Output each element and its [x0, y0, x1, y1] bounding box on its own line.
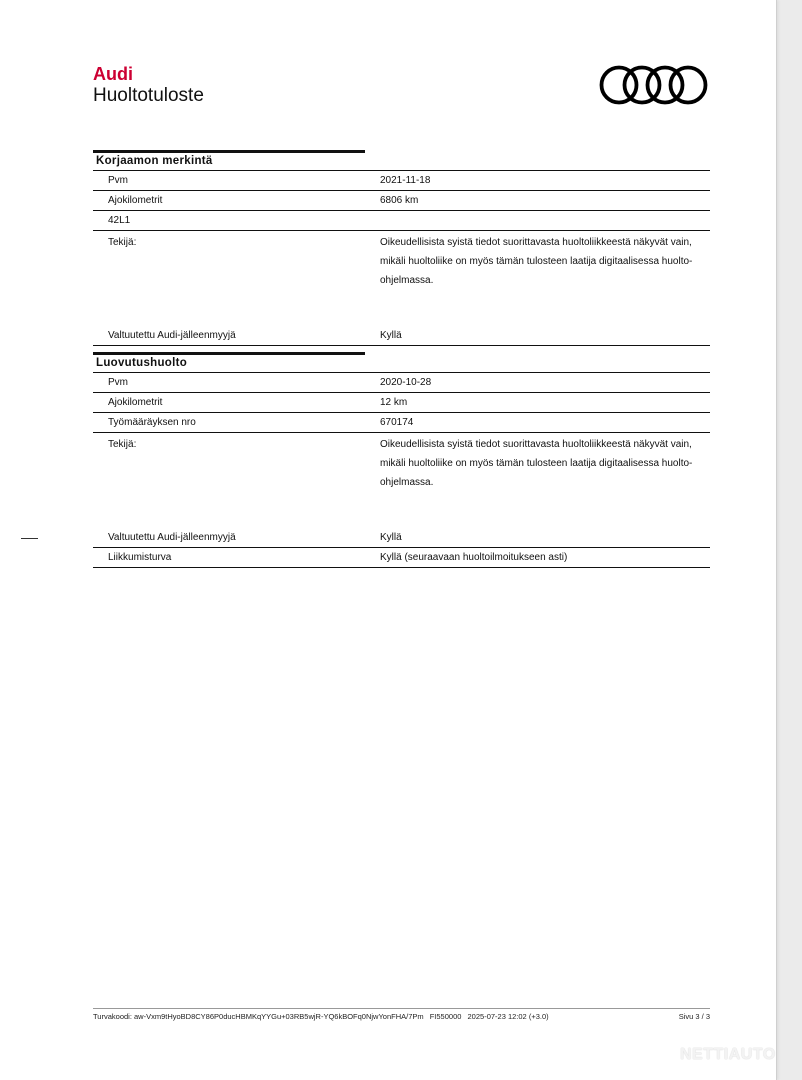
section-title: Korjaamon merkintä — [93, 153, 710, 171]
table-row — [93, 326, 710, 346]
print-timestamp: 2025-07-23 12:02 (+3.0) — [467, 1012, 549, 1021]
footer-left — [93, 1012, 553, 1021]
dealer-code: FI550000 — [429, 1012, 462, 1021]
section-workshop-entry — [93, 150, 710, 346]
table-row — [93, 548, 710, 568]
row-label: Ajokilometrit — [108, 195, 163, 206]
row-label: Tekijä: — [108, 237, 137, 248]
table-row — [93, 433, 710, 528]
row-label: Tekijä: — [108, 439, 137, 450]
table-row — [93, 191, 710, 211]
table-row — [93, 211, 710, 231]
row-value: Oikeudellisista syistä tiedot suorittavasta huoltoliikkeestä näkyvät vain, mikäli huoltoliike on myös tämän tulosteen laatija digitaalisessa huolto-ohjelmassa. — [380, 237, 693, 286]
table-row — [93, 373, 710, 393]
document-title: Huoltotuloste — [93, 85, 204, 106]
watermark: NETTIAUTO — [680, 1046, 776, 1063]
row-label: Pvm — [108, 377, 128, 388]
row-label: Työmääräyksen nro — [108, 417, 196, 428]
ring-4 — [671, 68, 706, 103]
page-footer — [93, 1008, 710, 1021]
table-row — [93, 413, 710, 433]
security-code: Turvakoodi: aw-Vxm9tHyoBD8CY86P0ducHBMKqYYGu+03RB5wjR-YQ6kBOFq0NjwYonFHA/7Pm — [93, 1012, 424, 1021]
row-value: Kyllä — [380, 330, 402, 341]
section-title: Luovutushuolto — [93, 355, 710, 373]
row-value: Oikeudellisista syistä tiedot suorittavasta huoltoliikkeestä näkyvät vain, mikäli huoltoliike on myös tämän tulosteen laatija digitaalisessa huolto-ohjelmassa. — [380, 439, 693, 488]
row-label: Liikkumisturva — [108, 552, 172, 563]
page-number: Sivu 3 / 3 — [678, 1012, 710, 1021]
row-label: 42L1 — [108, 215, 131, 226]
row-label: Ajokilometrit — [108, 397, 163, 408]
brand-name: Audi — [93, 64, 133, 84]
row-value — [365, 211, 710, 230]
table-row — [93, 231, 710, 326]
row-value: 12 km — [380, 397, 408, 408]
section-delivery-service — [93, 352, 710, 568]
table-row — [93, 528, 710, 548]
audi-rings-logo — [598, 64, 710, 106]
row-label: Pvm — [108, 175, 128, 186]
row-value: 670174 — [380, 417, 414, 428]
row-value: 2021-11-18 — [380, 175, 431, 186]
row-value: Kyllä — [380, 532, 402, 543]
table-row — [93, 171, 710, 191]
row-value: Kyllä (seuraavaan huoltoilmoitukseen asti) — [380, 552, 568, 563]
row-value: 2020-10-28 — [380, 377, 432, 388]
margin-mark — [21, 538, 38, 539]
row-label: Valtuutettu Audi-jälleenmyyjä — [108, 330, 236, 341]
table-row — [93, 393, 710, 413]
row-value: 6806 km — [380, 195, 419, 206]
row-label: Valtuutettu Audi-jälleenmyyjä — [108, 532, 236, 543]
